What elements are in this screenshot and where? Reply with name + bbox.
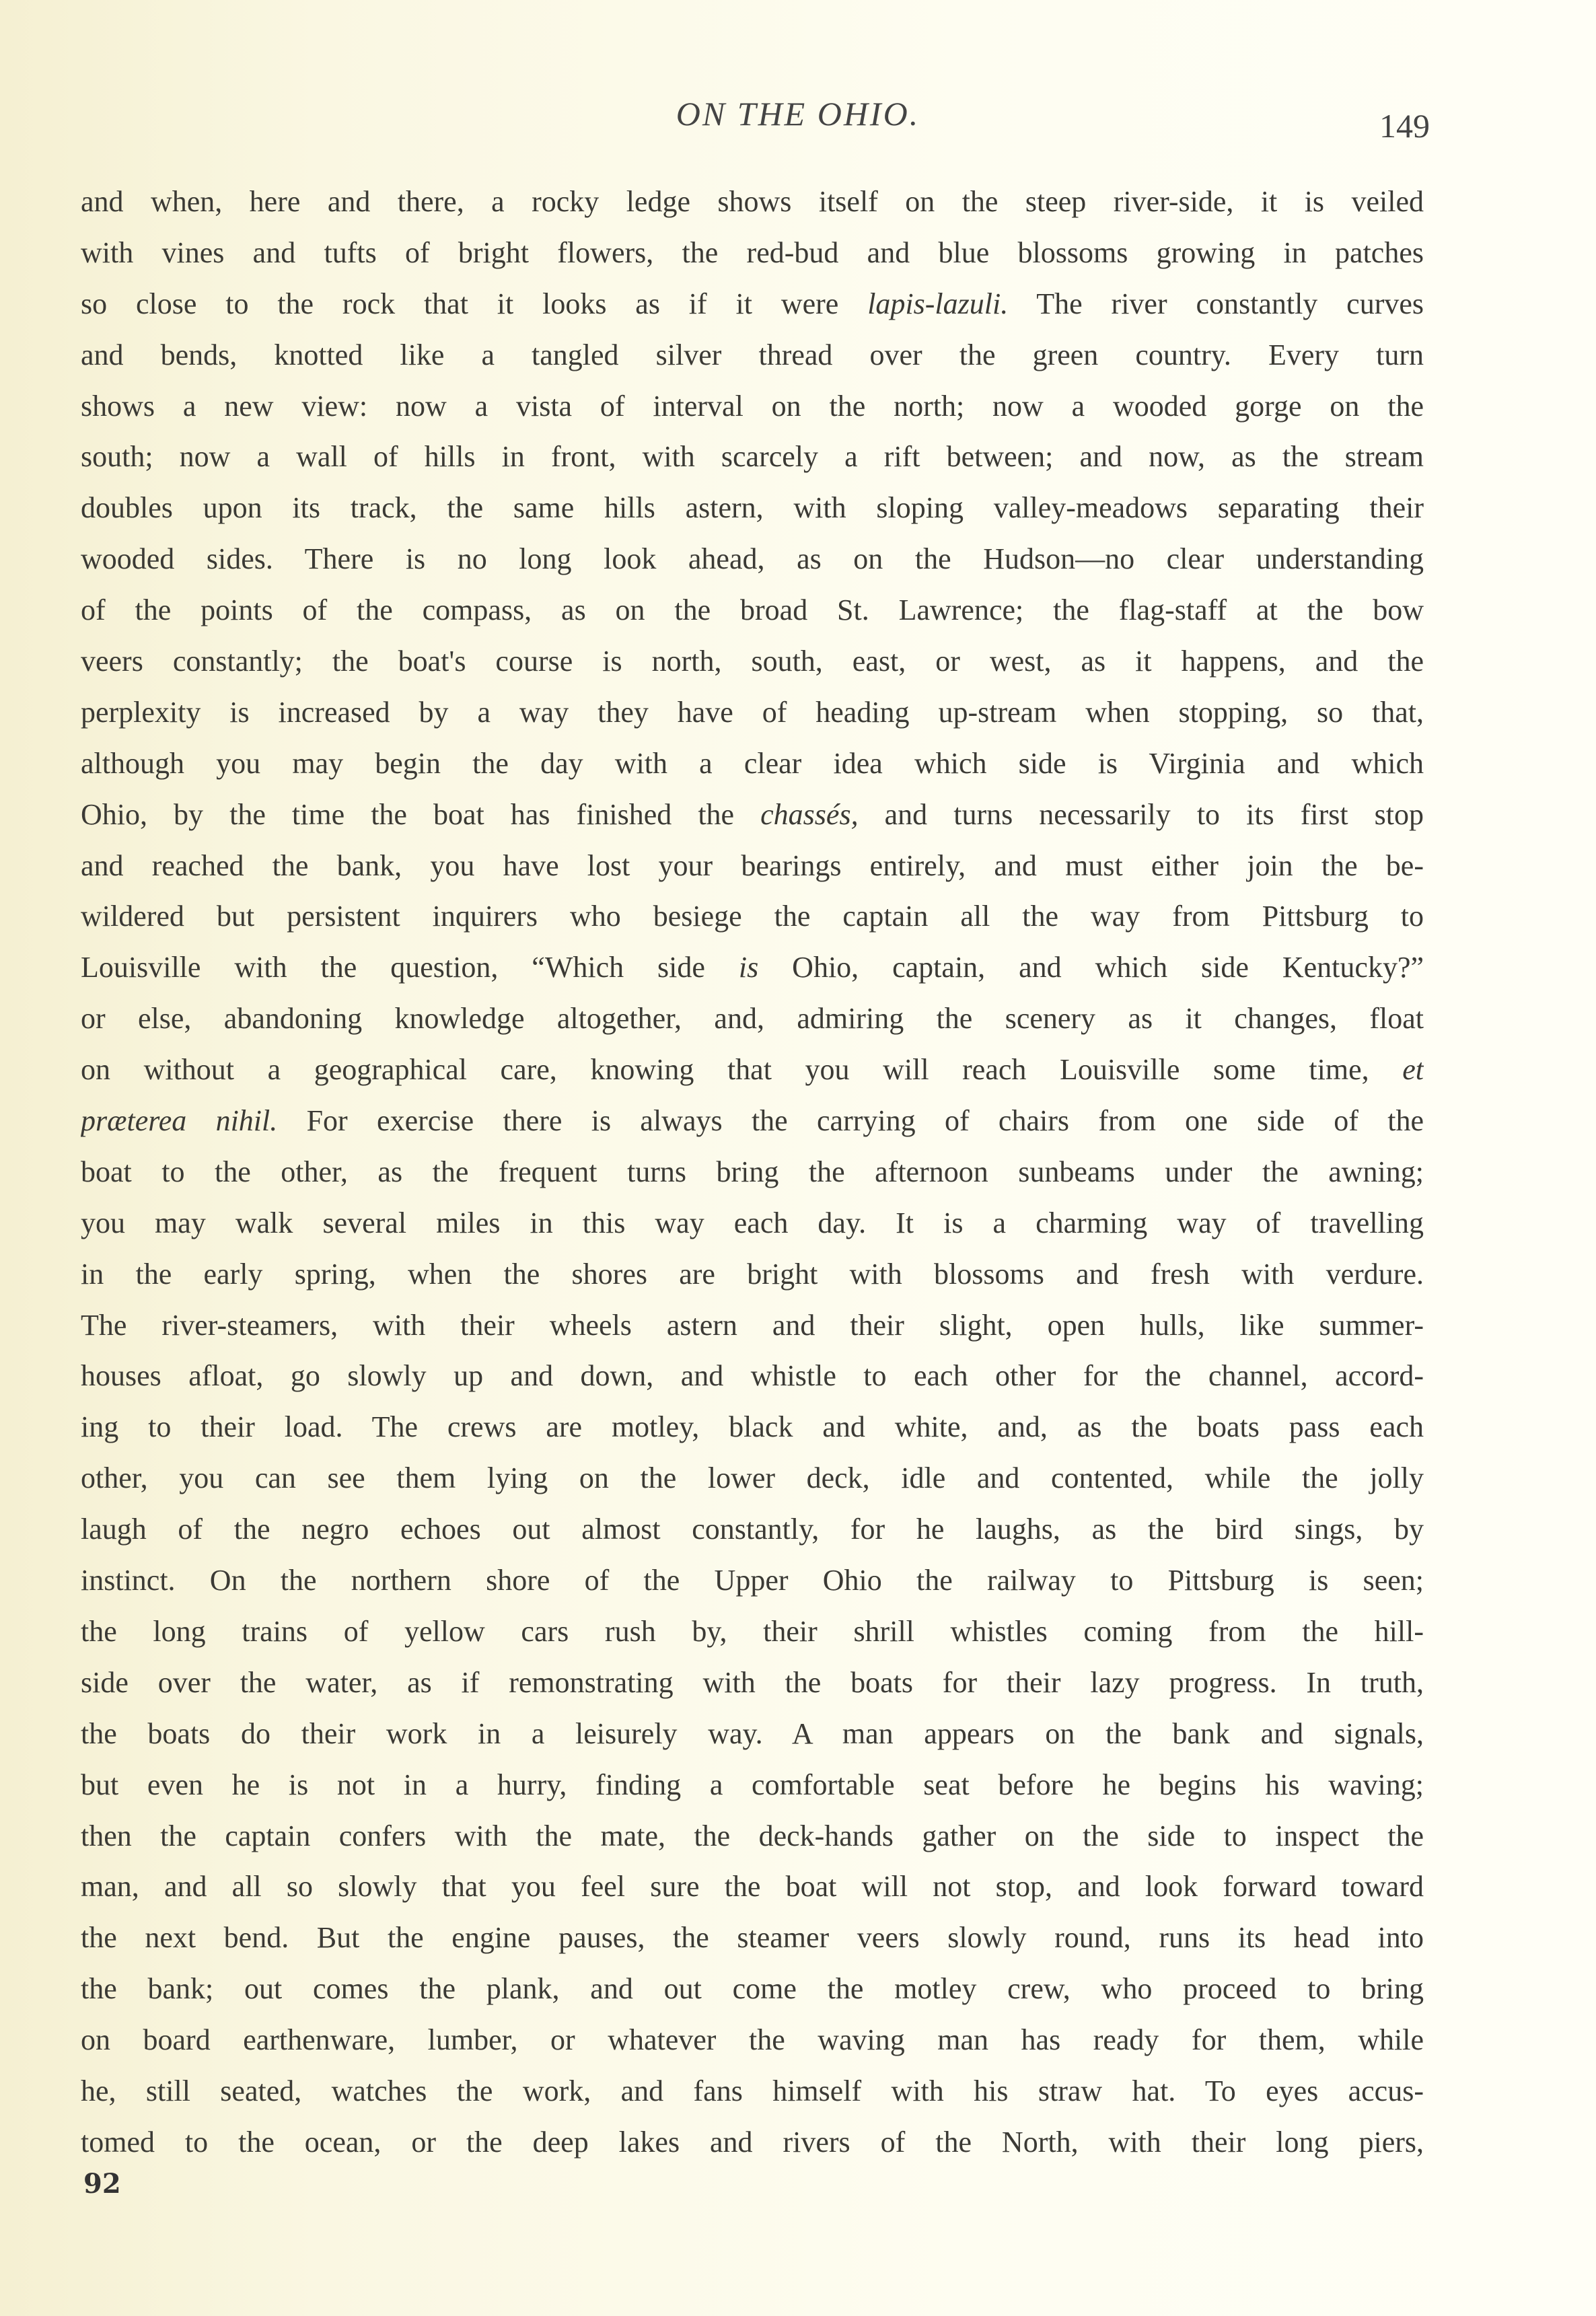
text-run: laugh of the negro echoes out almost constantly, for he laughs, as the bird sings, by xyxy=(81,1513,1424,1546)
text-run: side over the water, as if remonstrating with the boats for their lazy progress. In truth, xyxy=(81,1665,1424,1699)
text-run: For exercise there is always the carrying of chairs from one side of the xyxy=(277,1104,1424,1138)
body-text xyxy=(81,176,1424,2168)
running-head: ON THE OHIO. xyxy=(676,95,920,133)
text-run: other, you can see them lying on the lower deck, idle and contented, while the jolly xyxy=(81,1461,1424,1495)
text-run: ing to their load. The crews are motley, black and white, and, as the boats pass each xyxy=(81,1410,1424,1444)
text-line xyxy=(81,1504,1424,1555)
page-number: 149 xyxy=(1379,107,1430,145)
text-line xyxy=(81,840,1424,892)
text-run: on without a geographical care, knowing that you will reach Louisville some time, xyxy=(81,1053,1403,1087)
text-line xyxy=(81,1147,1424,1198)
text-line xyxy=(81,1453,1424,1504)
text-line xyxy=(81,1350,1424,1402)
text-line xyxy=(81,381,1424,432)
text-run: and when, here and there, a rocky ledge shows itself on the steep river-side, it is veiled xyxy=(81,185,1424,218)
text-line xyxy=(81,1811,1424,1862)
text-line xyxy=(81,1198,1424,1249)
text-run: Louisville with the question, “Which side xyxy=(81,951,739,984)
text-run: perplexity is increased by a way they have of heading up-stream when stopping, so that, xyxy=(81,695,1424,729)
text-run: wildered but persistent inquirers who besiege the captain all the way from Pittsburg to xyxy=(81,900,1424,933)
text-line xyxy=(81,1760,1424,1811)
italic-text: et xyxy=(1402,1053,1424,1087)
text-line xyxy=(81,1249,1424,1300)
text-line xyxy=(81,1606,1424,1657)
text-line xyxy=(81,2015,1424,2066)
text-line xyxy=(81,176,1424,227)
signature-mark: 92 xyxy=(83,2168,121,2200)
text-line xyxy=(81,891,1424,942)
text-run: and turns necessarily to its first stop xyxy=(858,797,1424,831)
text-run: houses afloat, go slowly up and down, and whistle to each other for the channel, accord- xyxy=(81,1359,1424,1393)
text-line xyxy=(81,1708,1424,1760)
text-run: The river constantly curves xyxy=(1008,287,1424,320)
text-line xyxy=(81,789,1424,840)
text-run: instinct. On the northern shore of the Upper Ohio the railway to Pittsburg is seen; xyxy=(81,1564,1424,1597)
text-line xyxy=(81,431,1424,482)
text-run: then the captain confers with the mate, the deck-hands gather on the side to inspect the xyxy=(81,1819,1424,1852)
text-line xyxy=(81,738,1424,789)
text-line xyxy=(81,1402,1424,1453)
text-line xyxy=(81,1963,1424,2015)
text-line xyxy=(81,687,1424,738)
text-line xyxy=(81,227,1424,279)
text-run: and bends, knotted like a tangled silver thread over the green country. Every turn xyxy=(81,338,1424,371)
text-run: doubles upon its track, the same hills astern, with sloping valley-meadows separating their xyxy=(81,491,1424,525)
text-line xyxy=(81,2117,1424,2168)
text-run: although you may begin the day with a clear idea which side is Virginia and which xyxy=(81,746,1424,780)
text-run: man, and all so slowly that you feel sure the boat will not stop, and look forward toward xyxy=(81,1870,1424,1904)
text-line xyxy=(81,2066,1424,2117)
text-line xyxy=(81,1657,1424,1708)
text-run: and reached the bank, you have lost your bearings entirely, and must either join the be- xyxy=(81,848,1424,882)
text-run: you may walk several miles in this way each day. It is a charming way of travelling xyxy=(81,1206,1424,1239)
text-run: the bank; out comes the plank, and out come the motley crew, who proceed to bring xyxy=(81,1972,1424,2006)
text-line xyxy=(81,482,1424,534)
text-run: so close to the rock that it looks as if it were xyxy=(81,287,868,320)
text-run: with vines and tufts of bright flowers, the red-bud and blue blossoms growing in patches xyxy=(81,236,1424,269)
text-line xyxy=(81,585,1424,636)
text-run: Ohio, captain, and which side Kentucky?” xyxy=(758,951,1424,984)
text-run: wooded sides. There is no long look ahead, as on the Hudson—no clear understanding xyxy=(81,542,1424,576)
italic-text: lapis-lazuli. xyxy=(867,287,1009,320)
text-run: The river-steamers, with their wheels astern and their slight, open hulls, like summer- xyxy=(81,1308,1424,1342)
text-run: on board earthenware, lumber, or whatever the waving man has ready for them, while xyxy=(81,2023,1424,2057)
text-line xyxy=(81,279,1424,330)
text-run: veers constantly; the boat's course is north, south, east, or west, as it happens, and the xyxy=(81,645,1424,678)
text-line xyxy=(81,1555,1424,1606)
text-run: of the points of the compass, as on the broad St. Lawrence; the flag-staff at the bow xyxy=(81,593,1424,627)
text-line xyxy=(81,1300,1424,1351)
text-line xyxy=(81,534,1424,585)
text-run: tomed to the ocean, or the deep lakes and rivers of the North, with their long piers, xyxy=(81,2125,1424,2159)
text-run: the long trains of yellow cars rush by, their shrill whistles coming from the hill- xyxy=(81,1614,1424,1648)
text-line xyxy=(81,993,1424,1044)
text-run: the next bend. But the engine pauses, the steamer veers slowly round, runs its head into xyxy=(81,1921,1424,1955)
text-run: south; now a wall of hills in front, with scarcely a rift between; and now, as the stream xyxy=(81,440,1424,474)
italic-text: is xyxy=(738,951,759,984)
text-line xyxy=(81,1861,1424,1912)
text-line xyxy=(81,942,1424,993)
italic-text: chassés, xyxy=(760,797,859,831)
text-run: or else, abandoning knowledge altogether, and, admiring the scenery as it changes, float xyxy=(81,1002,1424,1036)
text-run: boat to the other, as the frequent turns bring the afternoon sunbeams under the awning; xyxy=(81,1155,1424,1188)
text-run: shows a new view: now a vista of interval on the north; now a wooded gorge on the xyxy=(81,389,1424,423)
text-run: in the early spring, when the shores are bright with blossoms and fresh with verdure. xyxy=(81,1257,1424,1291)
text-line xyxy=(81,1044,1424,1095)
text-run: he, still seated, watches the work, and fans himself with his straw hat. To eyes accus- xyxy=(81,2074,1424,2107)
text-line xyxy=(81,1912,1424,1963)
text-line xyxy=(81,636,1424,687)
text-run: the boats do their work in a leisurely way. A man appears on the bank and signals, xyxy=(81,1716,1424,1750)
text-run: but even he is not in a hurry, finding a comfortable seat before he begins his waving; xyxy=(81,1768,1424,1801)
text-run: Ohio, by the time the boat has finished the xyxy=(81,797,761,831)
italic-text: præterea nihil. xyxy=(81,1104,278,1138)
text-line xyxy=(81,330,1424,381)
text-line xyxy=(81,1095,1424,1147)
